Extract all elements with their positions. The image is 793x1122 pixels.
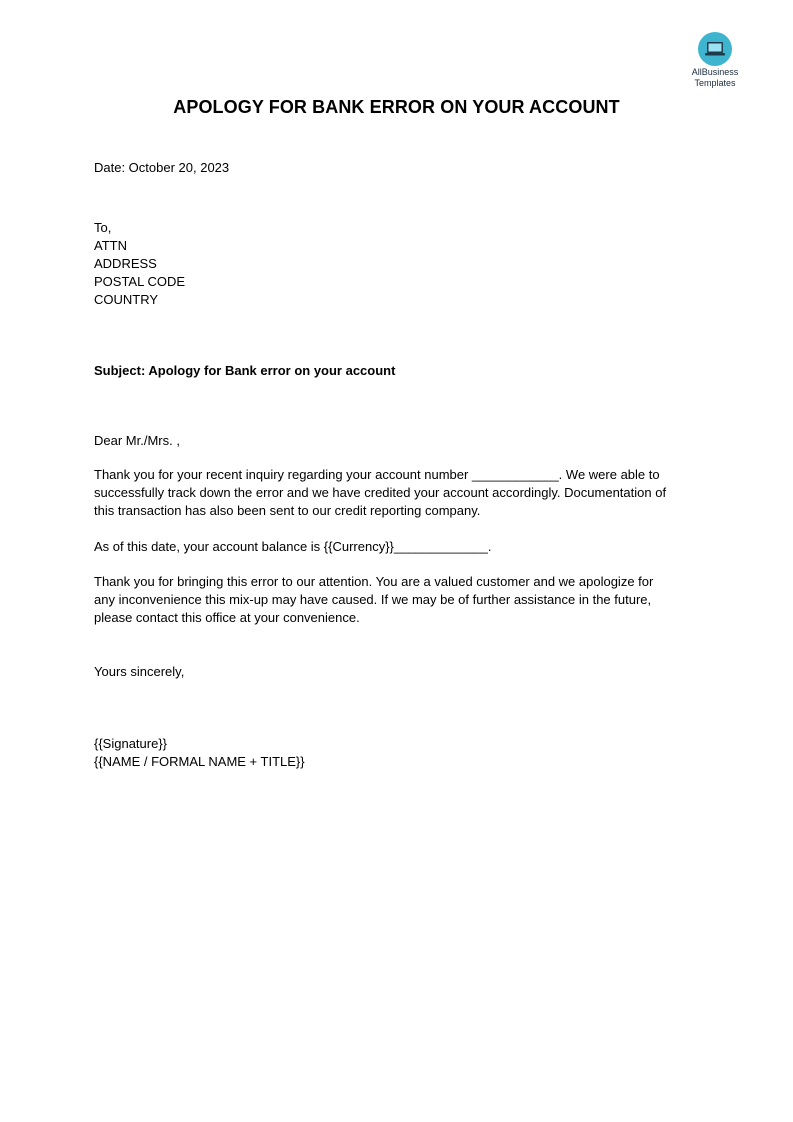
closing: Yours sincerely,: [94, 664, 185, 679]
company-logo: [684, 32, 746, 88]
recipient-address: ADDRESS: [94, 256, 157, 271]
document-title: APOLOGY FOR BANK ERROR ON YOUR ACCOUNT: [173, 97, 620, 117]
laptop-icon: [698, 32, 732, 66]
date-line: Date: October 20, 2023: [94, 160, 230, 175]
paragraph-1-line-2: successfully track down the error and we have credited your account accordingly. Documentation of: [94, 485, 667, 500]
recipient-to: To,: [94, 220, 112, 235]
salutation: Dear Mr./Mrs. ,: [94, 433, 180, 448]
subject-line: Subject: Apology for Bank error on your account: [94, 363, 396, 378]
recipient-attn: ATTN: [94, 238, 127, 253]
paragraph-3-line-2: any inconvenience this mix-up may have caused. If we may be of further assistance in the future,: [94, 592, 652, 607]
recipient-country: COUNTRY: [94, 292, 159, 307]
paragraph-2: As of this date, your account balance is {{Currency}}_____________.: [94, 539, 492, 554]
paragraph-3-line-3: please contact this office at your convenience.: [94, 610, 360, 625]
name-title-placeholder: {{NAME / FORMAL NAME + TITLE}}: [94, 754, 305, 769]
recipient-postal-code: POSTAL CODE: [94, 274, 186, 289]
paragraph-3-line-1: Thank you for bringing this error to our attention. You are a valued customer and we apologize for: [94, 574, 654, 589]
paragraph-1-line-3: this transaction has also been sent to our credit reporting company.: [94, 503, 481, 518]
signature-placeholder: {{Signature}}: [94, 736, 168, 751]
logo-text-line2: Templates: [694, 78, 736, 88]
paragraph-1-line-1: Thank you for your recent inquiry regarding your account number ____________. We were able to: [94, 467, 660, 482]
logo-text-line1: AllBusiness: [691, 67, 739, 77]
